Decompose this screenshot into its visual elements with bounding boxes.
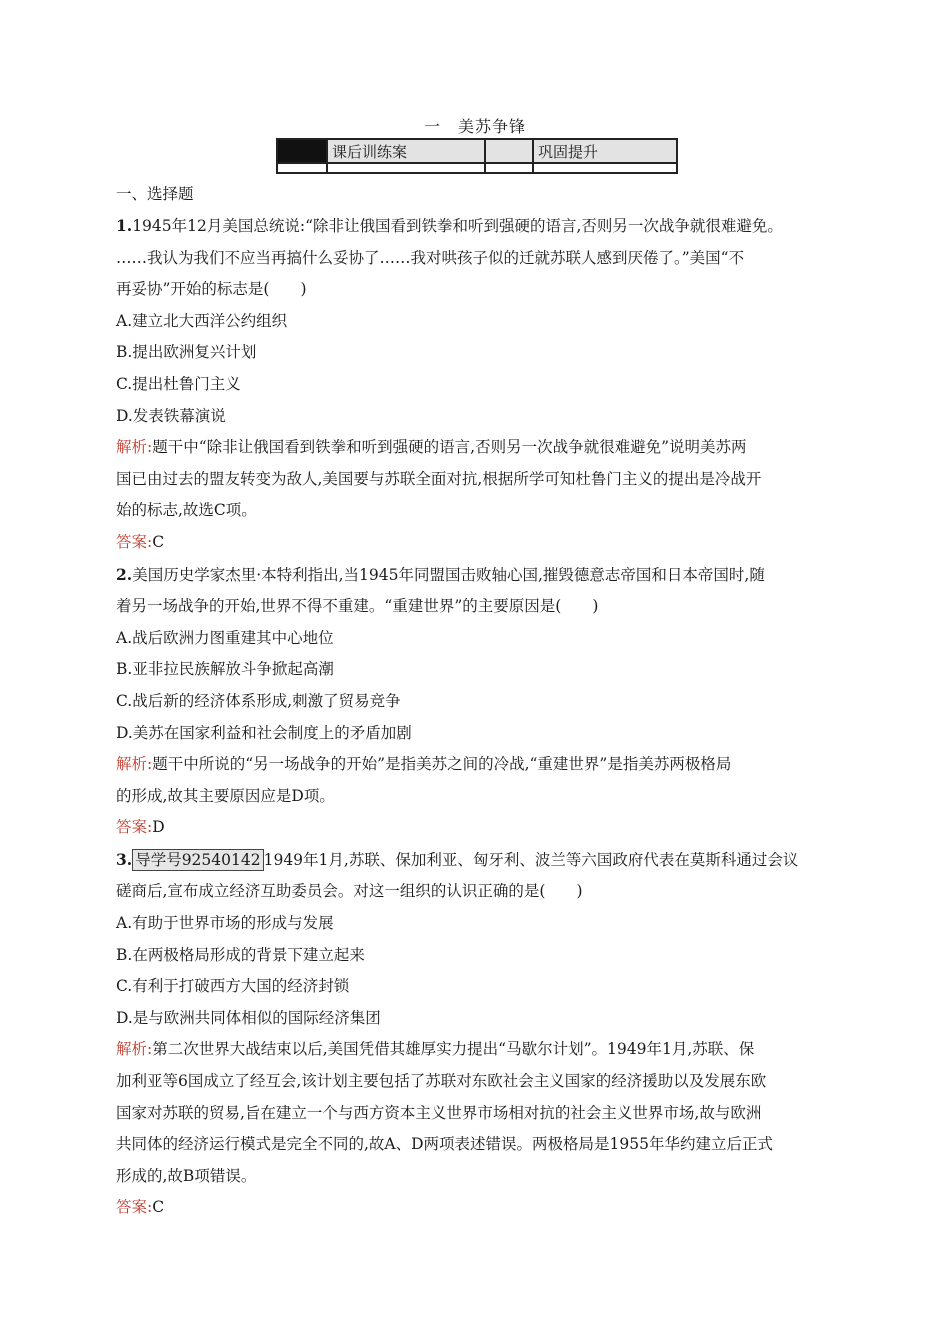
question-3 (116, 844, 840, 1224)
answer-label: 答案: (116, 532, 153, 551)
option-b: B.亚非拉民族解放斗争掀起高潮 (116, 660, 334, 679)
header-sub-cell (277, 163, 327, 173)
option-c: C.有利于打破西方大国的经济封锁 (116, 977, 350, 996)
analysis-line: 共同体的经济运行模式是完全不同的,故A、D两项表述错误。两极格局是1955年华约建立后正式 (116, 1135, 773, 1154)
analysis-text: 第二次世界大战结束以后,美国凭借其雄厚实力提出“马歇尔计划”。1949年1月,苏联、保 (152, 1040, 755, 1059)
question-1 (116, 210, 840, 559)
answer-label: 答案: (116, 1198, 153, 1217)
analysis-line (116, 432, 840, 464)
answer-line (116, 527, 840, 559)
header-gap-cell (485, 139, 533, 163)
header-cell-consolidate: 巩固提升 (533, 139, 677, 163)
question-stem-line: 着另一场战争的开始,世界不得不重建。“重建世界”的主要原因是( ) (116, 597, 599, 616)
analysis-line (116, 749, 840, 781)
header-dark-cell (277, 139, 327, 163)
header-sub-cell (485, 163, 533, 173)
question-number: 1. (116, 216, 133, 235)
question-2 (116, 559, 840, 844)
header-cell-training: 课后训练案 (327, 139, 485, 163)
option-d: D.是与欧洲共同体相似的国际经济集团 (116, 1008, 381, 1027)
option-d: D.美苏在国家利益和社会制度上的矛盾加剧 (116, 723, 412, 742)
answer-value: C (152, 532, 165, 551)
question-text: 美国历史学家杰里·本特利指出,当1945年同盟国击败轴心国,摧毁德意志帝国和日本帝国时,随 (132, 565, 765, 584)
answer-line (116, 812, 840, 844)
question-number: 2. (116, 564, 133, 584)
option-a: A.建立北大西洋公约组织 (116, 311, 288, 330)
question-text: 1949年1月,苏联、保加利亚、匈牙利、波兰等六国政府代表在莫斯科通过会议 (263, 850, 799, 869)
header-sub-cell (327, 163, 485, 173)
answer-value: C (152, 1198, 165, 1217)
analysis-line: 形成的,故B项错误。 (116, 1166, 257, 1185)
content (116, 178, 840, 1224)
option-a: A.战后欧洲力图重建其中心地位 (116, 628, 334, 647)
question-number: 3. (116, 849, 133, 869)
header-sub-cell (533, 163, 677, 173)
guide-number-box[interactable]: 导学号92540142 (132, 849, 263, 871)
analysis-text: 题干中“除非让俄国看到铁拳和听到强硬的语言,否则另一次战争就很难避免”说明美苏两 (152, 438, 747, 457)
option-d: D.发表铁幕演说 (116, 406, 226, 425)
analysis-line: 的形成,故其主要原因应是D项。 (116, 786, 335, 805)
option-a: A.有助于世界市场的形成与发展 (116, 914, 334, 933)
analysis-line: 国已由过去的盟友转变为敌人,美国要与苏联全面对抗,根据所学可知杜鲁门主义的提出是冷战开 (116, 469, 762, 488)
answer-line (116, 1192, 840, 1224)
question-stem-line (116, 559, 840, 592)
header-table (276, 138, 678, 174)
analysis-label: 解析: (116, 755, 153, 774)
analysis-line: 加利亚等6国成立了经互会,该计划主要包括了苏联对东欧社会主义国家的经济援助以及发展东欧 (116, 1072, 767, 1091)
option-c: C.提出杜鲁门主义 (116, 374, 241, 393)
analysis-label: 解析: (116, 438, 153, 457)
question-stem-line (116, 844, 840, 877)
section-heading: 一、选择题 (116, 185, 194, 203)
answer-value: D (152, 818, 165, 837)
analysis-label: 解析: (116, 1040, 153, 1059)
analysis-line: 始的标志,故选C项。 (116, 501, 257, 520)
analysis-line (116, 1034, 840, 1066)
analysis-text: 题干中所说的“另一场战争的开始”是指美苏之间的冷战,“重建世界”是指美苏两极格局 (152, 755, 732, 774)
option-b: B.提出欧洲复兴计划 (116, 343, 257, 362)
analysis-line: 国家对苏联的贸易,旨在建立一个与西方资本主义世界市场相对抗的社会主义世界市场,故与欧洲 (116, 1103, 762, 1122)
question-text: 1945年12月美国总统说:“除非让俄国看到铁拳和听到强硬的语言,否则另一次战争就很难避免。 (132, 217, 783, 235)
option-b: B.在两极格局形成的背景下建立起来 (116, 945, 365, 964)
question-stem-line: ……我认为我们不应当再搞什么妥协了……我对哄孩子似的迁就苏联人感到厌倦了。”美国“不 (116, 248, 745, 267)
answer-label: 答案: (116, 818, 153, 837)
option-c: C.战后新的经济体系形成,刺激了贸易竞争 (116, 691, 401, 710)
question-stem-line: 再妥协”开始的标志是( ) (116, 280, 307, 299)
page-title: 一 美苏争锋 (423, 117, 526, 136)
question-stem-line: 磋商后,宣布成立经济互助委员会。对这一组织的认识正确的是( ) (116, 882, 583, 901)
question-stem-line (116, 210, 840, 243)
